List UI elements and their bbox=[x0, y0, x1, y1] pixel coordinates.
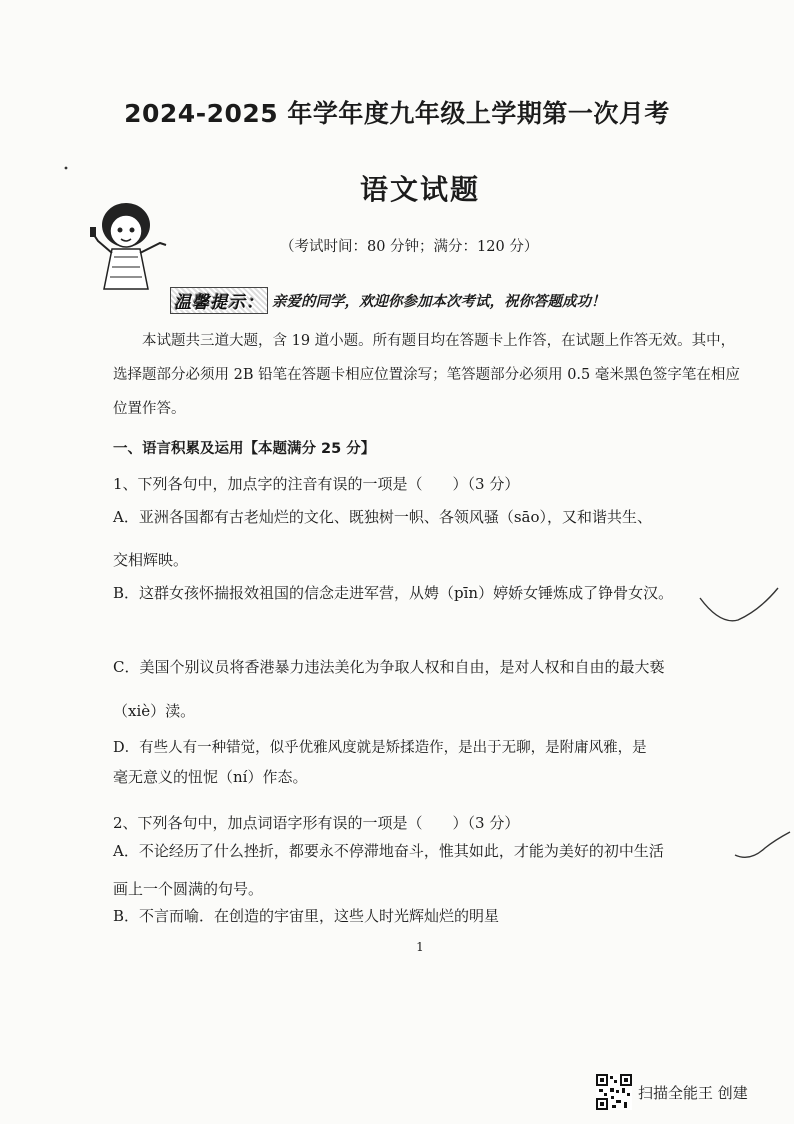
question-2-option-b: B．不言而喻．在创造的宇宙里，这些人时光辉灿烂的明星 bbox=[113, 907, 500, 925]
qr-code-icon bbox=[596, 1074, 632, 1110]
pen-stroke bbox=[735, 832, 790, 857]
question-1-option-d-cont: 毫无意义的忸怩（ní）作态。 bbox=[113, 768, 308, 786]
warm-tip bbox=[170, 287, 606, 314]
page-number: 1 bbox=[416, 940, 424, 954]
question-2-option-a: A．不论经历了什么挫折，都要永不停滞地奋斗，惟其如此，才能为美好的初中生活 bbox=[113, 842, 664, 860]
mascot-girl-illustration bbox=[84, 197, 174, 297]
warm-tip-label: 温馨提示： bbox=[170, 287, 268, 314]
section-heading: 一、语言积累及运用【本题满分 25 分】 bbox=[113, 441, 376, 457]
question-1-option-b: B．这群女孩怀揣报效祖国的信念走进军营，从娉（pīn）婷娇女锤炼成了铮骨女汉。 bbox=[113, 584, 674, 602]
question-1-option-c-cont: （xiè）渎。 bbox=[113, 702, 196, 720]
scanner-footer bbox=[596, 1074, 748, 1110]
pen-stroke bbox=[700, 588, 778, 621]
intro-paragraph: 本试题共三道大题，含 19 道小题。所有题目均在答题卡上作答，在试题上作答无效。其中，选择题部分必须用 2B 铅笔在答题卡相应位置涂写；笔答题部分必须用 0.5 毫米黑色签字笔在相应位置作答。 bbox=[113, 333, 740, 417]
question-1-option-c: C．美国个别议员将香港暴力违法美化为争取人权和自由，是对人权和自由的最大亵 bbox=[113, 658, 665, 676]
exam-title: 2024-2025 年学年度九年级上学期第一次月考 bbox=[124, 99, 670, 128]
option-text: A．亚洲各国都有古老灿烂的文化、既独树一帜、各领风骚（sāo），又和谐共生、 bbox=[113, 508, 653, 526]
exam-info: （考试时间：80 分钟；满分：120 分） bbox=[280, 239, 539, 255]
question-1-option-a bbox=[113, 506, 652, 527]
scanner-brand: 扫描全能王 创建 bbox=[638, 1083, 748, 1102]
question-1-option-d: D．有些人有一种错觉，似乎优雅风度就是矫揉造作，是出于无聊，是附庸风雅，是 bbox=[113, 740, 647, 756]
question-1-stem: 1、下列各句中，加点字的注音有误的一项是（ ）（3 分） bbox=[113, 475, 520, 493]
exam-subtitle: 语文试题 bbox=[359, 173, 480, 206]
question-2-option-a-cont: 画上一个圆满的句号。 bbox=[113, 880, 264, 898]
question-2-stem: 2、下列各句中，加点词语字形有误的一项是（ ）（3 分） bbox=[113, 814, 520, 832]
question-1-option-a-cont: 交相辉映。 bbox=[113, 551, 189, 569]
warm-tip-text: 亲爱的同学，欢迎你参加本次考试，祝你答题成功！ bbox=[272, 293, 606, 310]
